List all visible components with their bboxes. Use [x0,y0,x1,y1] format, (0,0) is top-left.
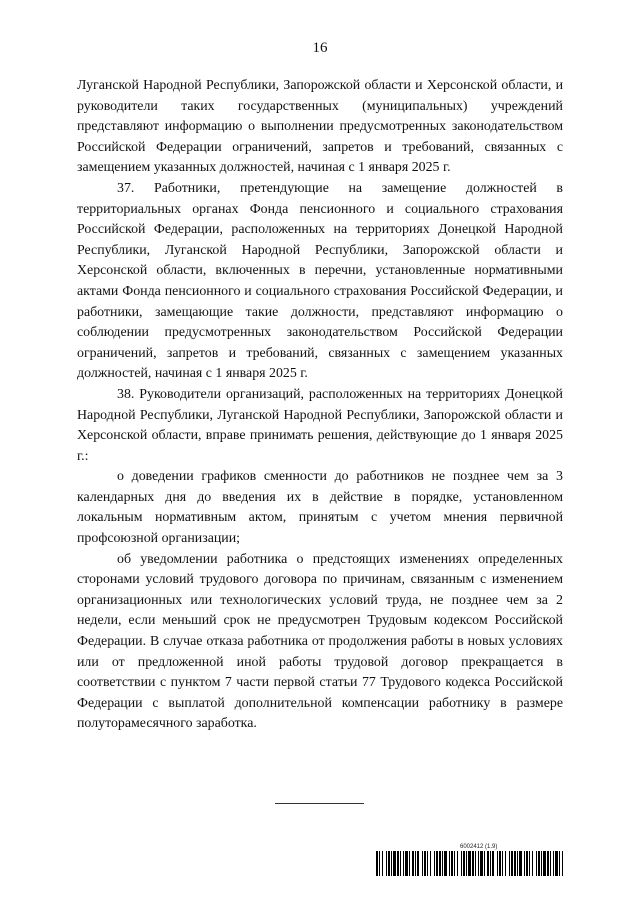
page-number: 16 [312,40,328,56]
document-code: 6002412 (1.9) [460,844,498,850]
paragraph-38: 38. Руководители организаций, расположенных на территориях Донецкой Народной Республики, Луганской Народной Республики, Запорожской области и Херсонской области, вправе принимать решения, действующие до 1 января 2025 г.: [77,386,563,464]
paragraph-38-item-notification: об уведомлении работника о предстоящих изменениях определенных сторонами условий трудового договора по причинам, связанным с изменением организационных или технологических условий труда, не позднее чем за 2 недели, если меньший срок не предусмотрен Трудовым кодексом Российской Федерации. В случае отказа работника от продолжения работы в новых условиях или от предложенной иной работы трудовой договор прекращается в соответствии с пунктом 7 части первой статьи 77 Трудового кодекса Российской Федерации с выплатой дополнительной компенсации работнику в размере полуторамесячного заработка. [77,551,563,732]
document-body [77,76,563,735]
end-separator-line [275,803,364,804]
paragraph-37: 37. Работники, претендующие на замещение должностей в территориальных органах Фонда пенсионного и социального страхования Российской Федерации, расположенных на территориях Донецкой Народной Республики, Луганской Народной Республики, Запорожской области и Херсонской области, включенных в перечни, установленные нормативными актами Фонда пенсионного и социального страхования Российской Федерации, и работники, замещающие такие должности, представляют информацию о соблюдении предусмотренных законодательством Российской Федерации ограничений, запретов и требований, связанных с замещением указанных должностей, начиная с 1 января 2025 г. [77,180,563,382]
paragraph-continuation: Луганской Народной Республики, Запорожской области и Херсонской области, и руководители таких государственных (муниципальных) учреждений представляют информацию о выполнении предусмотренных законодательством Российской Федерации ограничений, запретов и требований, связанных с замещением указанных должностей, начиная с 1 января 2025 г. [77,78,563,176]
paragraph-38-item-schedules: о доведении графиков сменности до работников не позднее чем за 3 календарных дня до введения их в действие в порядке, установленном локальным нормативным актом, принятым с учетом мнения первичной профсоюзной организации; [77,469,563,547]
barcode-icon [376,851,563,876]
